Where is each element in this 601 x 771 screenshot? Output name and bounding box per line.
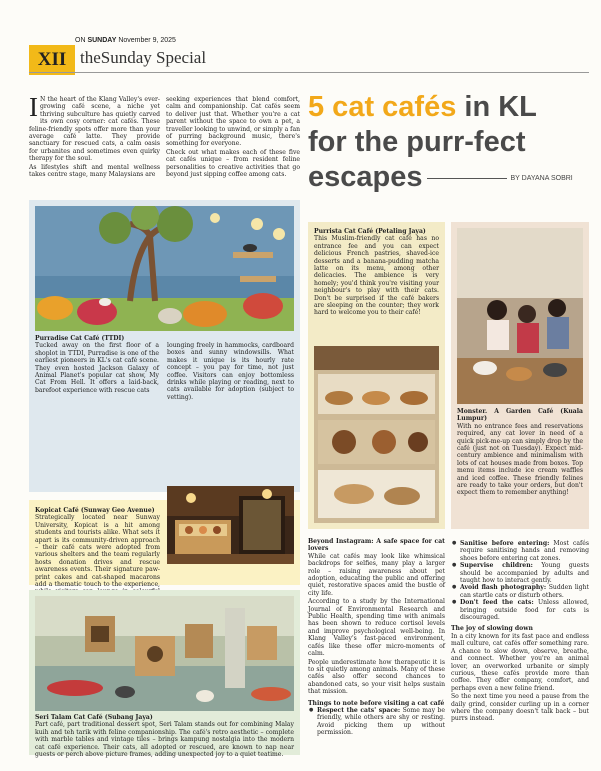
header-rule xyxy=(29,72,589,73)
dateline-date: November 9, 2025 xyxy=(118,37,176,44)
intro-column-2 xyxy=(166,96,300,179)
purradise-text-left xyxy=(35,335,159,394)
purrista-body: This Muslim-friendly cat café has no entrance fee and you can expect delicious French pastries, shaved-ice desserts and a banana-pudding matcha latte on its menu, among other delicacies. The ambience is very homely; you'd think you're visiting your neighbour's to play with their cats. Don't be surprised if the café bakers are sleeping on the counter; they work hard to welcome you to their café! xyxy=(314,235,439,317)
intro-paragraph-2: As lifestyles shift and mental wellness takes centre stage, many Malaysians are xyxy=(29,163,160,179)
intro-column-1 xyxy=(29,92,160,179)
purradise-illustration xyxy=(35,206,294,331)
tip-2-body: Most cafés require sanitising hands and removing shoes before entering cat zones. xyxy=(460,540,589,562)
byline: BY DAYANA SOBRI xyxy=(510,174,573,182)
section-title: theSunday Special xyxy=(80,48,207,67)
seritalam-body: Part café, part traditional dessert spot, Seri Talam stands out for combining Malay kuih and teh tarik with feline companionship. The café's retro aesthetic – complete with marble tables and vintage tiles – brings kampung nostalgia into the modern cat café experience. Their cats, all adopted or rescued, are known to nap near guests or perch above picture frames, adding unexpected joy to a quiet teatime. xyxy=(35,721,294,759)
seritalam-title: Seri Talam Cat Café (Subang Jaya) xyxy=(35,714,153,721)
beyond-paragraph-3: People underestimate how therapeutic it is to sit quietly among animals. Many of these cafés also offer second chances to abandoned cats, so your visit helps sustain that mission. xyxy=(308,658,445,696)
page-number: XII xyxy=(29,45,75,75)
tip-3-body: Young guests should be accompanied by adults and taught how to interact gently. xyxy=(460,562,590,585)
monster-box xyxy=(451,222,589,529)
headline-part-3: escapes xyxy=(308,161,423,193)
purradise-photo xyxy=(35,206,294,331)
beyond-paragraph-2: According to a study by the International Journal of Environmental Research and Public Health, spending time with animals has been shown to reduce cortisol levels and improve psychological well-being. In Klang Valley's fast-paced environment, cafés like these offer micro-moments of calm. xyxy=(308,598,445,658)
kopicat-box xyxy=(29,500,300,589)
intro-paragraph-4: Check out what makes each of these five cat cafés unique – from resident feline personalities to creative activities that go beyond just sipping coffee among cats. xyxy=(166,148,300,179)
beyond-column xyxy=(308,538,445,737)
tips-right-column xyxy=(451,540,589,724)
byline-rule xyxy=(427,178,507,179)
dateline xyxy=(75,37,176,44)
purrista-illustration xyxy=(314,346,439,523)
headline-accent: 5 cat cafés xyxy=(308,91,457,123)
intro-paragraph-3: seeking experiences that blend comfort, calm and companionship. Cat cafés seem to deliver just that. Whether you're a cat parent without the space to own a pet, a traveller looking to unwind, or simply a fan of purring background music, there's something for everyone. xyxy=(166,96,300,148)
beyond-paragraph-1: While cat cafés may look like whimsical backdrops for selfies, many play a larger role – raising awareness about pet adoption, educating the public and offering quiet, restorative spaces amid the bustle of city life. xyxy=(308,552,445,597)
tip-3 xyxy=(451,562,589,584)
tip-5-body: Unless allowed, bringing outside food for cats is discouraged. xyxy=(460,599,589,622)
kopicat-illustration xyxy=(167,486,294,564)
headline xyxy=(308,90,593,196)
monster-body: With no entrance fees and reservations required, any cat lover in need of a quick pick-me-up can simply drop by the café (just not on Tuesday). Expect mid-century ambience and minimalism with lots of cat houses made from boxes. Top menu items include ice cream waffles and iced coffee. These friendly felines are ready to take your orders, but don't expect them to remember anything! xyxy=(457,422,583,497)
seritalam-box xyxy=(29,590,300,759)
kopicat-body: Strategically located near Sunway University, Kopicat is a hit among students and tourists alike. What sets it apart is its community-driven approach – their café cats were adopted from various shelters and the team regularly hosts donation drives and rescue awareness events. Their signature paw-print cakes and cat-shaped macarons add a thematic touch to the experience, xyxy=(35,514,160,589)
tip-1 xyxy=(308,707,445,737)
tip-5-head: Don't feed the cats: xyxy=(460,599,534,607)
dateline-paper: SUNDAY xyxy=(87,37,117,44)
tip-2 xyxy=(451,540,589,562)
tip-5 xyxy=(451,599,589,621)
monster-illustration xyxy=(457,228,583,404)
drop-cap: I xyxy=(29,92,38,122)
seritalam-illustration xyxy=(35,596,294,711)
kopicat-photo xyxy=(167,486,294,564)
purrista-box xyxy=(308,222,445,529)
purradise-text-right: lounging freely in hammocks, cardboard boxes and sunny windowsills. What makes it unique is its hourly rate concept – you pay for time, not just coffee. Visitors can enjoy bottomless drinks while playing or reading, next to cats available for adoption (subject to vetting). xyxy=(167,342,294,401)
purrista-title: Purrista Cat Café (Petaling Jaya) xyxy=(314,228,426,235)
kopicat-title: Kopicat Café (Sunway Geo Avenue) xyxy=(35,507,155,514)
seritalam-photo xyxy=(35,596,294,711)
tip-4-head: Avoid flash photography: xyxy=(460,584,547,592)
tip-1-body: Some may be friendly, while others are shy or resting. Avoid picking them up without permission. xyxy=(317,706,445,737)
monster-photo xyxy=(457,228,583,404)
tip-2-head: Sanitise before entering: xyxy=(460,540,550,547)
purradise-title: Purradise Cat Café (TTDI) xyxy=(35,335,125,342)
dateline-on: ON xyxy=(75,37,86,44)
purradise-body-a: Tucked away on the first floor of a shoplot in TTDI, Purradise is one of the earliest pioneers in KL's cat café scene. They even hosted Jackson Galaxy of Animal Planet's popular cat show, My Cat From Hell. It offers a laid-back, barefoot experience with rescue cats xyxy=(35,342,159,394)
tip-4-body: Sudden light can startle cats or disturb others. xyxy=(460,584,590,599)
kopicat-text xyxy=(35,507,160,603)
monster-title: Monster. A Garden Café (Kuala Lumpur) xyxy=(457,408,583,423)
joy-paragraph-1: In a city known for its fast pace and endless mall culture, cat cafés offer something rare. A chance to slow down, observe, breathe, and connect. Whether you're an animal lover, an overworked urbanite or simply curious, these cafés provide more than coffee. They offer company, comfort, and perhaps even a new feline friend. xyxy=(451,632,589,692)
headline-part-1: in KL xyxy=(456,91,537,123)
beyond-title: Beyond Instagram: A safe space for cat lovers xyxy=(308,538,445,553)
tip-1-head: Respect the cats' space: xyxy=(317,706,401,714)
intro-paragraph-1: N the heart of the Klang Valley's ever-growing café scene, a niche yet thriving subculture has quietly carved its own cosy corner: cat cafés. These feline-friendly spots offer more than your average café latte. They provide sanctuary for rescued cats, a calm oasis for urbanites and sometimes even quirky therapy for the soul. xyxy=(29,96,160,163)
purradise-box xyxy=(29,200,300,492)
headline-part-2: for the purr-fect xyxy=(308,126,526,158)
purrista-text xyxy=(314,228,439,317)
purrista-photo xyxy=(314,346,439,523)
tip-3-head: Supervise children: xyxy=(460,562,533,570)
seritalam-text xyxy=(35,714,294,758)
joy-paragraph-2: So the next time you need a pause from the daily grind, consider curling up in a corner where the company doesn't talk back – but purrs instead. xyxy=(451,693,589,723)
tips-title: Things to note before visiting a cat café xyxy=(308,699,445,707)
joy-title: The joy of slowing down xyxy=(451,625,533,633)
monster-text xyxy=(457,408,583,497)
tip-4 xyxy=(451,584,589,599)
